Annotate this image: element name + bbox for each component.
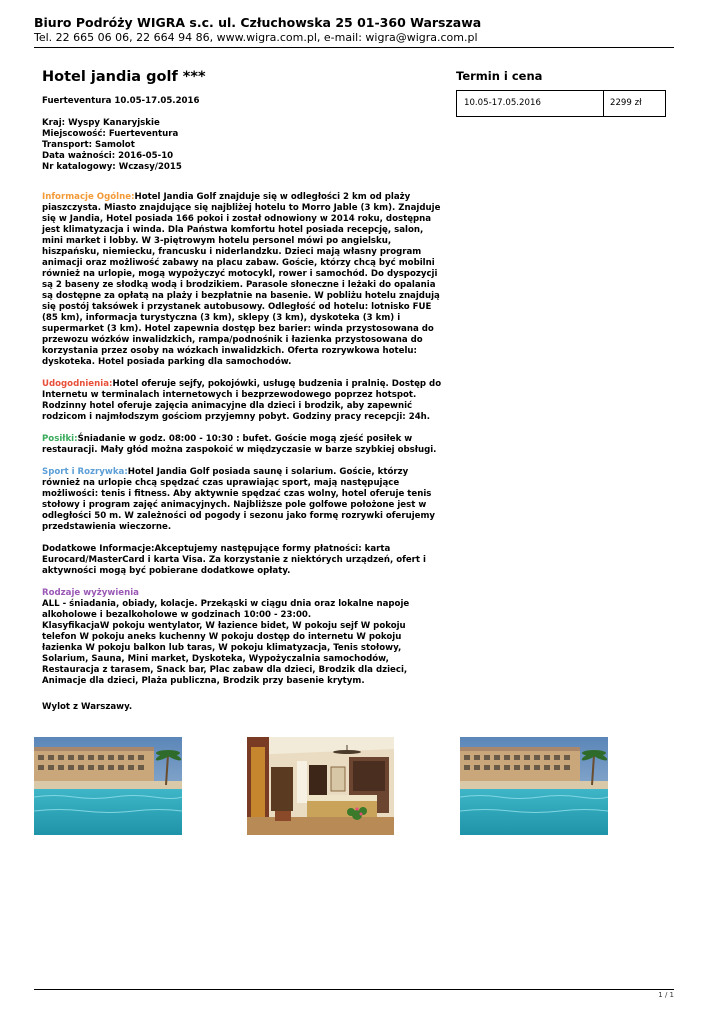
section-general-label: Informacje Ogólne: [42,192,135,202]
hotel-room-photo [247,737,394,835]
section-meals [42,434,442,456]
price-table-date: 10.05-17.05.2016 [457,91,604,116]
section-amenities [42,379,442,423]
offer-meta [42,118,442,173]
section-meals-text: Śniadanie w godz. 08:00 - 10:30 : bufet. Goście mogą zjeść posiłek w restauracji. Mały głód można zaspokoić w międzyczasie w barze szybkiej obsługi. [42,434,437,455]
meta-location: Miejscowość: Fuerteventura [42,129,179,139]
section-amenities-text: Hotel oferuje sejfy, pokojówki, usługę budzenia i pralnię. Dostęp do Internetu w terminalach internetowych i bezprzewodowego poprzez hotspot. Rodzinny hotel oferuje zajęcia animacyjne dla dzieci i brodzik, aby zapewnić rodzicom i najmłodszym gościom przyjemny pobyt. Godziny pracy recepcji: 24h. [42,379,442,422]
page-header [34,15,674,45]
hotel-pool-photo [460,737,608,835]
section-general [42,192,442,368]
meta-valid-date: Data ważności: 2016-05-10 [42,151,174,161]
section-classification-text: KlasyfikacjaW pokoju wentylator, W łazience bidet, W pokoju sejf W pokoju telefon W pokoju aneks kuchenny W pokoju dostęp do internetu W pokoju łazienka W pokoju balkon lub taras, W pokoju klimatyzacja, Tenis stołowy, Solarium, Sauna, Mini market, Dyskoteka, Wypożyczalnia samochodów, Restauracja z tarasem, Snack bar, Plac zabaw dla dzieci, Brodzik dla dzieci, Animacje dla dzieci, Plaża publiczna, Brodzik przy basenie krytym. [42,621,408,686]
footer-divider [34,989,674,990]
company-name: Biuro Podróży WIGRA s.c. ul. Człuchowska 25 01-360 Warszawa [34,15,482,30]
terms-title: Termin i cena [456,69,543,83]
section-sport [42,467,442,533]
terms-panel [456,68,666,84]
section-meals-label: Posiłki: [42,434,78,444]
section-board [42,588,442,687]
company-contact: Tel. 22 665 06 06, 22 664 94 86, www.wigra.com.pl, e-mail: wigra@wigra.com.pl [34,31,478,44]
section-general-text: Hotel Jandia Golf znajduje się w odległości 2 km od plaży piaszczysta. Miasto znajdujące się najbliżej hotelu to Morro Jable (3 km). Znajduje się w Jandia, Hotel posiada 166 pokoi i został odnowiony w 2014 roku, dostępna jest klimatyzacja i winda. Dla Państwa komfortu hotel posiada recepcję, salon, mini market i lobby. W 3-piętrowym hotelu personel mówi po angielsku, hiszpańsku, niemiecku, francusku i niderlandzku. Dzieci mają własny program animacji oraz możliwość zabawy na placu zabaw. Goście, którzy chcą być mobilni również na urlopie, mogą wypożyczyć motocykl, rower i samochód. Do dyspozycji są 2 baseny ze słodką wodą i brodzikiem. Parasole słoneczne i leżaki do opalania są dostępne za opłatą na plaży i bezpłatnie na basenie. W pobliżu hotelu znajdują się postój taksówek i przystanek autobusowy. Odległość od hotelu: lotnisko FUE (85 km), informacja turystyczna (3 km), sklepy (3 km), dyskoteka (3 km) i supermarket (3 km). Hotel zapewnia dostęp bez barier: winda przystosowana do przewozu wózków inwalidzkich, rampa/podnośnik i łazienka przystosowana do korzystania przez osoby na wózkach inwalidzkich. Oferta rozrywkowa hotelu: dyskoteka. Hotel posiada parking dla samochodów. [42,192,441,367]
section-additional: Dodatkowe Informacje:Akceptujemy następujące formy płatności: karta Eurocard/MasterCard i karta Visa. Za korzystanie z niektórych urządzeń, ofert i aktywności mogą być pobierane dodatkowe opłaty. [42,544,426,576]
offer-date-line: Fuerteventura 10.05-17.05.2016 [42,96,200,106]
section-amenities-label: Udogodnienia: [42,379,113,389]
hotel-title: Hotel jandia golf *** [42,69,206,85]
meta-transport: Transport: Samolot [42,140,135,150]
section-board-text: ALL - śniadania, obiady, kolacje. Przekąski w ciągu dnia oraz lokalne napoje alkoholowe i bezalkoholowe w godzinach 10:00 - 23:00. [42,599,410,620]
section-sport-text: Hotel Jandia Golf posiada saunę i solarium. Goście, którzy również na urlopie chcą spędzać czas uprawiając sport, mają następujące możliwości: tenis i fitness. Aby aktywnie spędzać czas wolny, hotel oferuje tenis stołowy i program zajęć animacyjnych. Najbliższe pole golfowe położone jest w odległości 50 m. W zależności od pogody i sezonu jako formę rozrywki oferujemy przedstawienia wieczorne. [42,467,436,532]
meta-country: Kraj: Wyspy Kanaryjskie [42,118,160,128]
page-number: 1 / 1 [658,991,674,999]
meta-catalog-number: Nr katalogowy: Wczasy/2015 [42,162,182,172]
price-table [456,90,666,117]
hotel-pool-photo [34,737,182,835]
price-table-price: 2299 zł [610,98,642,108]
header-divider [34,47,674,48]
section-board-label: Rodzaje wyżywienia [42,588,139,598]
section-sport-label: Sport i Rozrywka: [42,467,128,477]
offer-details [42,68,442,713]
section-departure: Wylot z Warszawy. [42,702,133,712]
